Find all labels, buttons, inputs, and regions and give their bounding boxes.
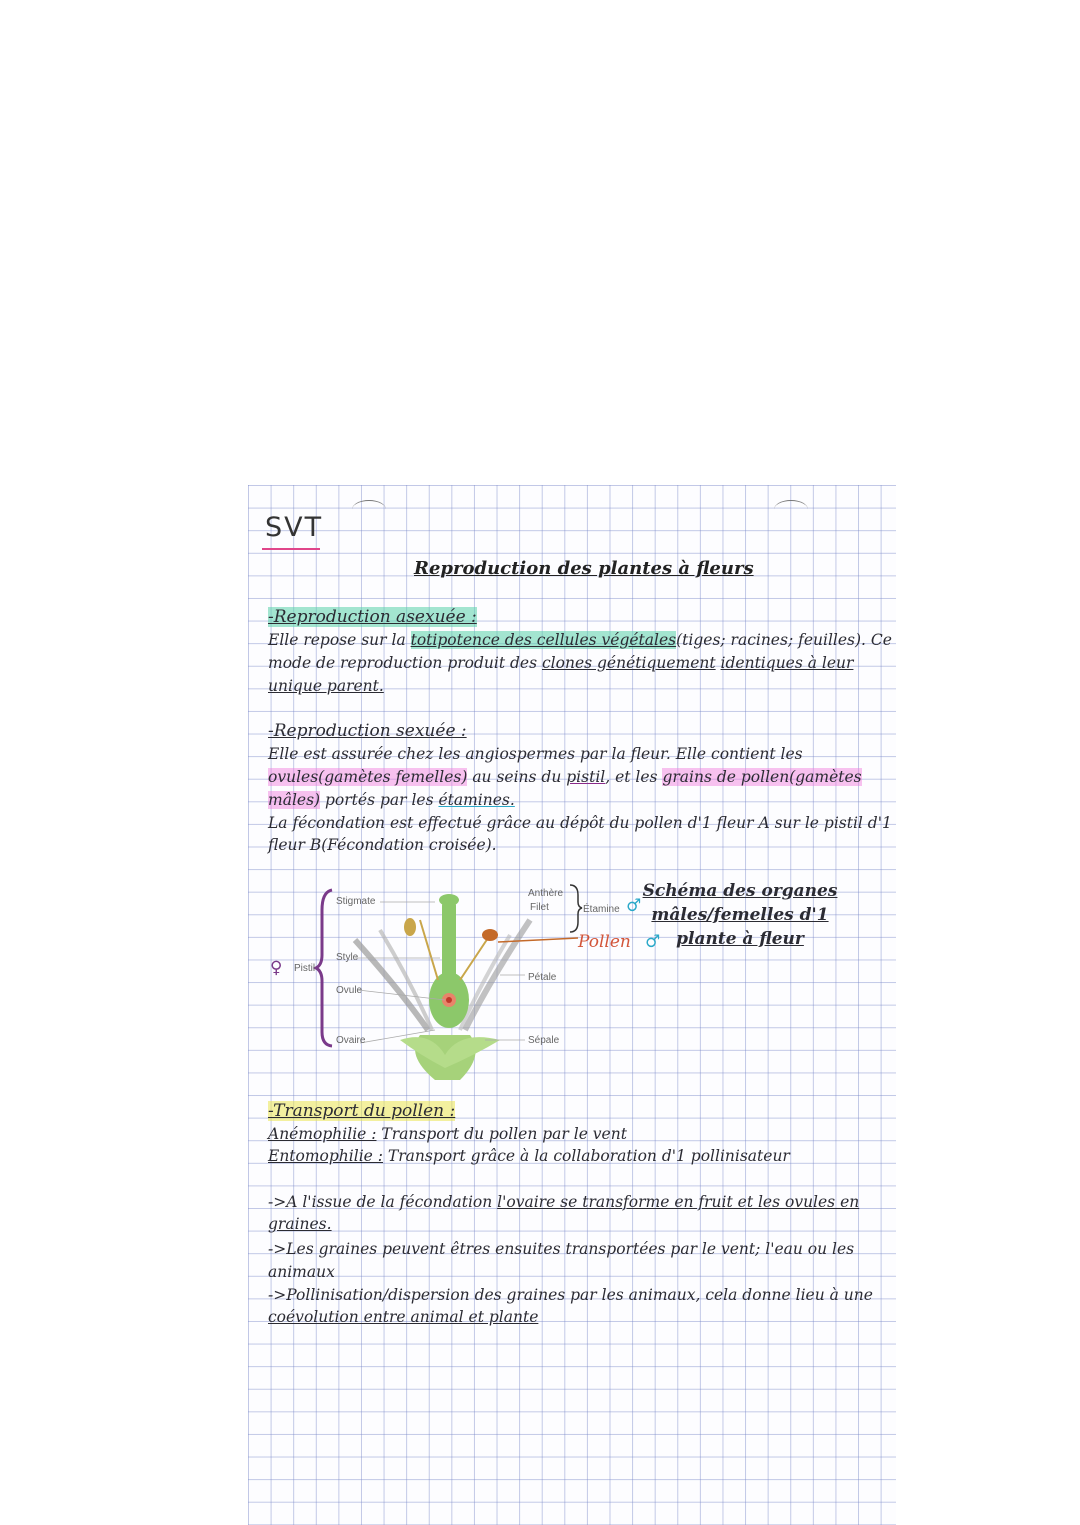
male-symbol-etamine: ♂ xyxy=(626,896,642,916)
transport-entomophilie: Entomophilie : Transport grâce à la collaboration d'1 pollinisateur xyxy=(268,1147,790,1165)
asexual-line-2: mode de reproduction produit des clones génétiquement identiques à leur xyxy=(268,654,854,672)
anther-right xyxy=(482,929,498,941)
sexual-line-5: fleur B(Fécondation croisée). xyxy=(268,836,497,854)
petal-right-2 xyxy=(460,935,510,1030)
sexual-line-3: mâles) portés par les étamines. xyxy=(268,791,515,809)
diagram-caption: Schéma des organes mâles/femelles d'1 plante à fleur xyxy=(642,881,838,949)
note-1-line-2: graines. xyxy=(268,1215,332,1233)
heading-transport: -Transport du pollen : xyxy=(268,1101,456,1121)
heading-asexual: -Reproduction asexuée : xyxy=(268,607,477,627)
male-symbol-pollen: ♂ xyxy=(645,932,661,952)
note-2-line-2: animaux xyxy=(268,1263,335,1281)
subject-underline xyxy=(262,548,320,550)
subject-tag: SVT xyxy=(265,512,324,543)
label-sepale: Sépale xyxy=(528,1035,560,1046)
note-3-line-1: ->Pollinisation/dispersion des graines par les animaux, cela donne lieu à une xyxy=(268,1286,873,1304)
asexual-line-3: unique parent. xyxy=(268,677,384,695)
label-filet: Filet xyxy=(530,902,549,913)
note-3-line-2: coévolution entre animal et plante xyxy=(268,1308,539,1326)
label-stigmate: Stigmate xyxy=(336,896,376,907)
note-2-line-1: ->Les graines peuvent êtres ensuites transportées par le vent; l'eau ou les xyxy=(268,1240,855,1258)
transport-anemophilie: Anémophilie : Transport du pollen par le vent xyxy=(268,1125,627,1143)
note-1-line-1: ->A l'issue de la fécondation l'ovaire se transforme en fruit et les ovules en xyxy=(268,1193,860,1211)
pistil-brace xyxy=(316,890,332,1046)
label-pistil: Pistil xyxy=(294,963,316,974)
label-anthere: Anthère xyxy=(528,888,564,899)
sexual-line-1: Elle est assurée chez les angiospermes par la fleur. Elle contient les xyxy=(268,745,803,763)
binder-hole-right xyxy=(774,500,808,519)
stigma-shape xyxy=(439,894,459,906)
sexual-line-2: ovules(gamètes femelles) au seins du pistil, et les grains de pollen(gamètes xyxy=(268,768,862,786)
label-style: Style xyxy=(336,952,359,963)
label-etamine: Étamine xyxy=(583,904,620,915)
sexual-line-4: La fécondation est effectué grâce au dépôt du pollen d'1 fleur A sur le pistil d'1 xyxy=(268,814,892,832)
label-petale: Pétale xyxy=(528,972,557,983)
label-ovaire: Ovaire xyxy=(336,1035,366,1046)
female-symbol: ♀ xyxy=(270,958,283,978)
page-title: Reproduction des plantes à fleurs xyxy=(414,558,754,579)
anther-left xyxy=(404,918,416,936)
heading-sexual: -Reproduction sexuée : xyxy=(268,721,467,741)
label-pollen: Pollen xyxy=(578,932,631,952)
label-ovule: Ovule xyxy=(336,985,363,996)
binder-hole-left xyxy=(352,500,386,519)
asexual-line-1: Elle repose sur la totipotence des cellules végétales(tiges; racines; feuilles). Ce xyxy=(268,631,892,649)
